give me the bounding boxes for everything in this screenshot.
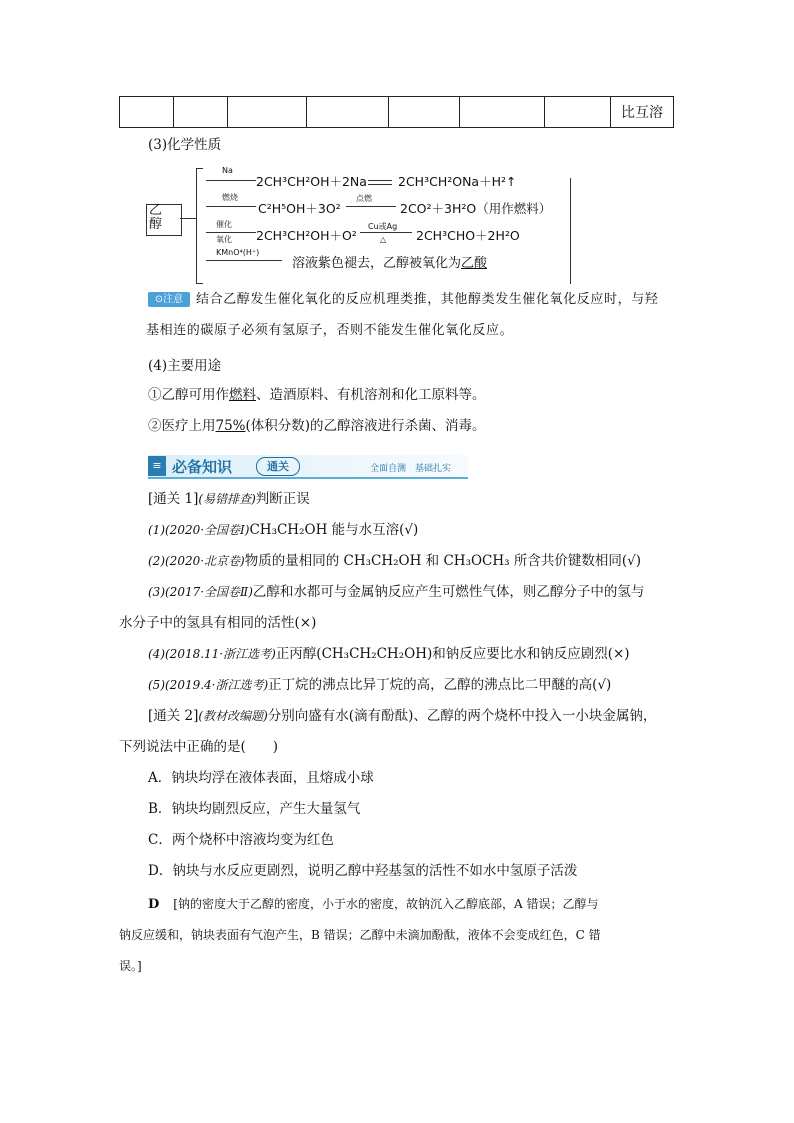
explanation-1: [钠的密度大于乙醇的密度，小于水的密度，故钠沉入乙醇底部，A 错误；乙醇与	[173, 897, 599, 911]
r1-arrow	[206, 180, 256, 181]
pass1-item-3-cont	[119, 614, 316, 632]
r3-products: 2CH³CHO＋2H²O	[416, 228, 520, 243]
table-cell-solubility: 比互溶	[611, 97, 674, 128]
r4-result	[292, 252, 487, 271]
use-item-1-prefix: ①乙醇可用作	[148, 387, 229, 403]
pass2-line-1: 分别向盛有水(滴有酚酞)、乙醇的两个烧杯中投入一小块金属钠，	[267, 708, 657, 724]
item-text: 水分子中的氢具有相同的活性(×)	[119, 615, 317, 631]
r2-arrow-2	[346, 206, 396, 207]
answer-letter: D	[148, 897, 160, 912]
answer-line-3: 误。]	[119, 959, 142, 973]
property-table	[119, 96, 674, 128]
r1-reactants: 2CH³CH²OH＋2Na	[256, 174, 367, 189]
use-item-2-underlined: 75%	[215, 418, 246, 434]
option-c: C．两个烧杯中溶液均变为红色	[148, 832, 334, 848]
r4-condition: KMnO⁴(H⁺)	[216, 248, 260, 257]
subject-char-1: 乙	[149, 203, 163, 218]
option-b: B．钠块均剧烈反应，产生大量氢气	[148, 801, 361, 817]
knowledge-banner	[148, 455, 468, 479]
table-cell	[120, 97, 174, 128]
connector-line	[180, 218, 196, 219]
pass1-label-prefix: [通关 1]	[148, 491, 199, 507]
r2-condition-2: 点燃	[356, 194, 372, 203]
r3-condition-b: 氧化	[216, 235, 232, 244]
r3-condition-2: Cu或Ag	[368, 222, 398, 231]
r3-condition-3: △	[380, 235, 387, 244]
section-3-heading: (3)化学性质	[148, 137, 222, 153]
pass2-label-prefix: [通关 2]	[148, 708, 199, 724]
book-icon: ≡	[148, 456, 166, 476]
table-cell	[460, 97, 545, 128]
pass2-stem-line-2: 下列说法中正确的是( )	[119, 739, 279, 755]
r3-arrow-2	[360, 232, 412, 233]
r4-result-underlined: 乙酸	[461, 256, 488, 271]
pass1-label-italic: (易错排查)	[198, 492, 256, 506]
subject-char-2: 醇	[149, 217, 163, 232]
use-item-1-suffix: 、造酒原料、有机溶剂和化工原料等。	[256, 387, 486, 403]
r1-products: 2CH³CH²ONa＋H²↑	[398, 174, 517, 189]
item-text: CH₃CH₂OH 能与水互溶(√)	[249, 522, 419, 538]
r2-arrow	[206, 206, 256, 207]
item-source: (5)(2019.4·浙江选考)	[148, 678, 269, 692]
pass1-item-2	[148, 552, 641, 570]
r1-equals	[368, 180, 392, 181]
section-4-heading: (4)主要用途	[148, 358, 222, 374]
item-text: 乙醇和水都可与金属钠反应产生可燃性气体，则乙醇分子中的氢与	[252, 584, 645, 600]
pass1-label	[148, 490, 310, 508]
r1-condition: Na	[222, 166, 233, 175]
pass1-item-1	[148, 521, 418, 539]
banner-title: 必备知识	[172, 458, 233, 476]
r3-arrow	[206, 232, 256, 233]
r3-condition-a: 催化	[216, 220, 232, 229]
r2-products: 2CO²＋3H²O（用作燃料）	[400, 201, 552, 216]
banner-badge: 通关	[256, 457, 300, 476]
option-a: A．钠块均浮在液体表面，且熔成小球	[148, 770, 374, 786]
pass1-item-4	[148, 645, 630, 663]
r2-condition: 燃烧	[222, 193, 238, 202]
item-text: 正丙醇(CH₃CH₂CH₂OH)和钠反应要比水和钠反应剧烈(×)	[275, 646, 630, 662]
r4-arrow	[206, 260, 282, 261]
use-item-2	[148, 417, 486, 435]
r4-result-text: 溶液紫色褪去，乙醇被氧化为	[292, 256, 462, 271]
item-text: 物质的量相同的 CH₃CH₂OH 和 CH₃OCH₃ 所含共价键数相同(√)	[244, 553, 641, 569]
r1-equals-2	[368, 184, 392, 185]
pass2-label-italic: (教材改编题)	[198, 709, 268, 723]
banner-subtitle: 全面自测 基础扎实	[370, 464, 452, 474]
table-cell	[545, 97, 611, 128]
right-brace	[564, 178, 571, 284]
pass1-item-3	[148, 583, 644, 601]
item-source: (2)(2020·北京卷)	[148, 554, 245, 568]
use-item-1-underlined: 燃料	[229, 387, 256, 403]
r3-reactants: 2CH³CH²OH＋O²	[256, 228, 357, 243]
item-text: 正丁烷的沸点比异丁烷的高，乙醇的沸点比二甲醚的高(√)	[268, 677, 612, 693]
item-source: (4)(2018.11·浙江选考)	[148, 647, 276, 661]
answer-line-2: 钠反应缓和，钠块表面有气泡产生，B 错误；乙醇中未滴加酚酞，液体不会变成红色，C 错	[119, 928, 601, 942]
answer-line-1	[148, 895, 598, 914]
note-badge: ⊙注意	[148, 292, 190, 307]
item-source: (3)(2017·全国卷Ⅱ)	[148, 585, 253, 599]
pass1-label-suffix: 判断正误	[255, 491, 310, 507]
note-line-1: 结合乙醇发生催化氧化的反应机理类推，其他醇类发生催化氧化反应时，与羟	[196, 292, 659, 307]
table-cell	[307, 97, 389, 128]
use-item-1	[148, 386, 486, 404]
use-item-2-suffix: (体积分数)的乙醇溶液进行杀菌、消毒。	[245, 418, 486, 434]
note-line-2: 基相连的碳原子必须有氢原子，否则不能发生催化氧化反应。	[146, 323, 514, 338]
r2-reactants: C²H⁵OH＋3O²	[258, 201, 341, 216]
table-cell	[228, 97, 307, 128]
table-cell	[389, 97, 460, 128]
left-brace	[196, 168, 203, 284]
pass2-stem-line-1	[148, 707, 656, 725]
pass1-item-5	[148, 676, 611, 694]
table-cell	[174, 97, 228, 128]
use-item-2-prefix: ②医疗上用	[148, 418, 216, 434]
option-d: D．钠块与水反应更剧烈，说明乙醇中羟基氢的活性不如水中氢原子活泼	[148, 863, 578, 879]
item-source: (1)(2020·全国卷Ⅰ)	[148, 523, 250, 537]
